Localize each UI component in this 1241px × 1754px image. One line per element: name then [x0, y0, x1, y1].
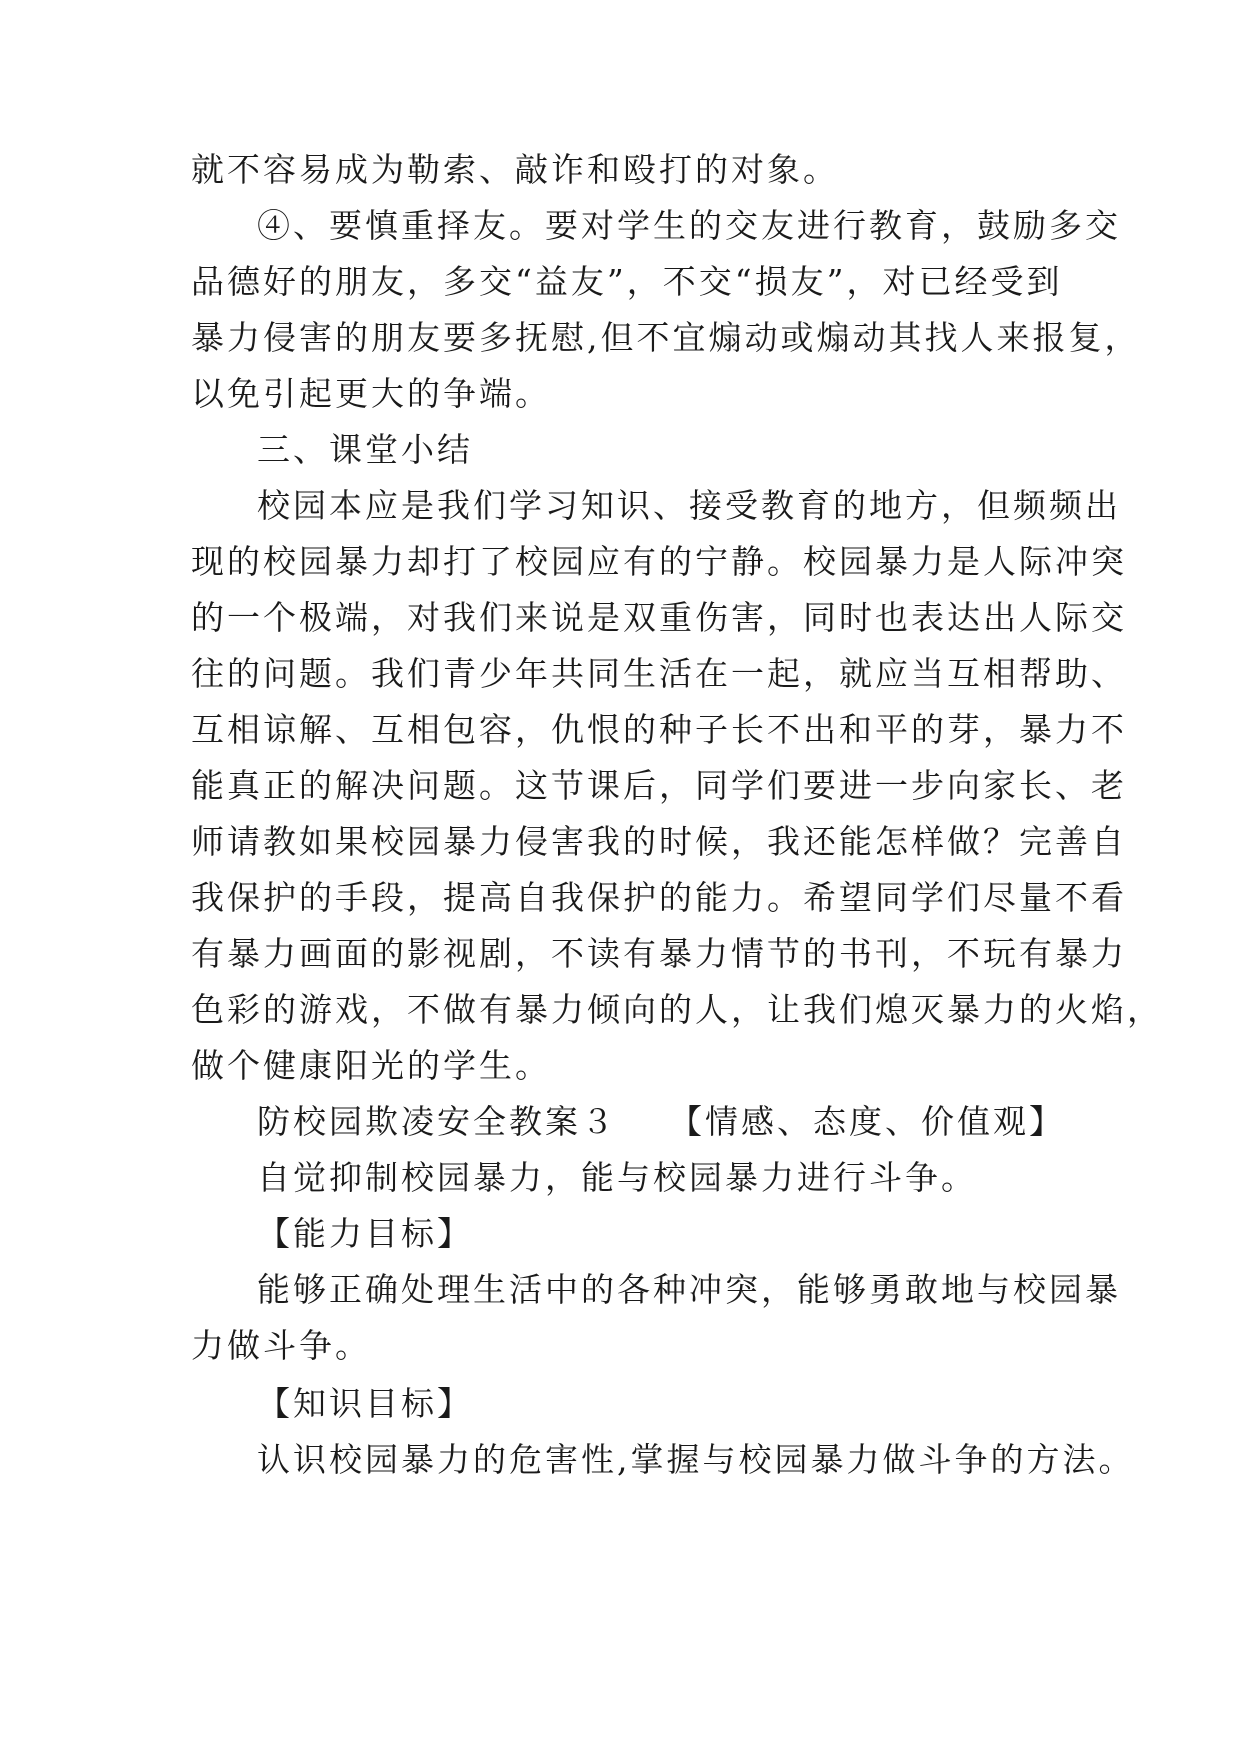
text-line: 的一个极端，对我们来说是双重伤害，同时也表达出人际交	[191, 598, 1127, 637]
text-line: 往的问题。我们青少年共同生活在一起，就应当互相帮助、	[191, 654, 1127, 693]
text-line: 我保护的手段，提高自我保护的能力。希望同学们尽量不看	[191, 878, 1127, 917]
text-line: 现的校园暴力却打了校园应有的宁静。校园暴力是人际冲突	[191, 542, 1127, 581]
text-line: 色彩的游戏，不做有暴力倾向的人，让我们熄灭暴力的火焰，	[191, 990, 1163, 1029]
text-line: 师请教如果校园暴力侵害我的时候，我还能怎样做？完善自	[191, 822, 1127, 861]
text-line: 互相谅解、互相包容，仇恨的种子长不出和平的芽，暴力不	[191, 710, 1127, 749]
section-subheading: 【情感、态度、价值观】	[669, 1102, 1065, 1141]
text-line: 做个健康阳光的学生。	[191, 1046, 551, 1085]
section-heading: 三、课堂小结	[257, 430, 473, 469]
title-line	[257, 1102, 1065, 1142]
text-line: 校园本应是我们学习知识、接受教育的地方，但频频出	[257, 486, 1121, 525]
text-line: 认识校园暴力的危害性,掌握与校园暴力做斗争的方法。	[257, 1440, 1135, 1479]
section-heading: 【能力目标】	[257, 1214, 473, 1253]
text-line: 暴力侵害的朋友要多抚慰,但不宜煽动或煽动其找人来报复，	[191, 318, 1141, 357]
text-line: 就不容易成为勒索、敲诈和殴打的对象。	[191, 150, 839, 189]
text-line: 自觉抑制校园暴力，能与校园暴力进行斗争。	[257, 1158, 977, 1197]
section-heading: 【知识目标】	[257, 1384, 473, 1423]
text-line: 品德好的朋友，多交“益友”，不交“损友”，对已经受到	[191, 262, 1063, 301]
text-line: 力做斗争。	[191, 1326, 371, 1365]
text-line: 有暴力画面的影视剧，不读有暴力情节的书刊，不玩有暴力	[191, 934, 1127, 973]
text-line: 能够正确处理生活中的各种冲突，能够勇敢地与校园暴	[257, 1270, 1121, 1309]
text-line: 以免引起更大的争端。	[191, 374, 551, 413]
text-line: 能真正的解决问题。这节课后，同学们要进一步向家长、老	[191, 766, 1127, 805]
document-title: 防校园欺凌安全教案３	[257, 1102, 617, 1141]
text-line: ④、要慎重择友。要对学生的交友进行教育，鼓励多交	[257, 206, 1121, 245]
